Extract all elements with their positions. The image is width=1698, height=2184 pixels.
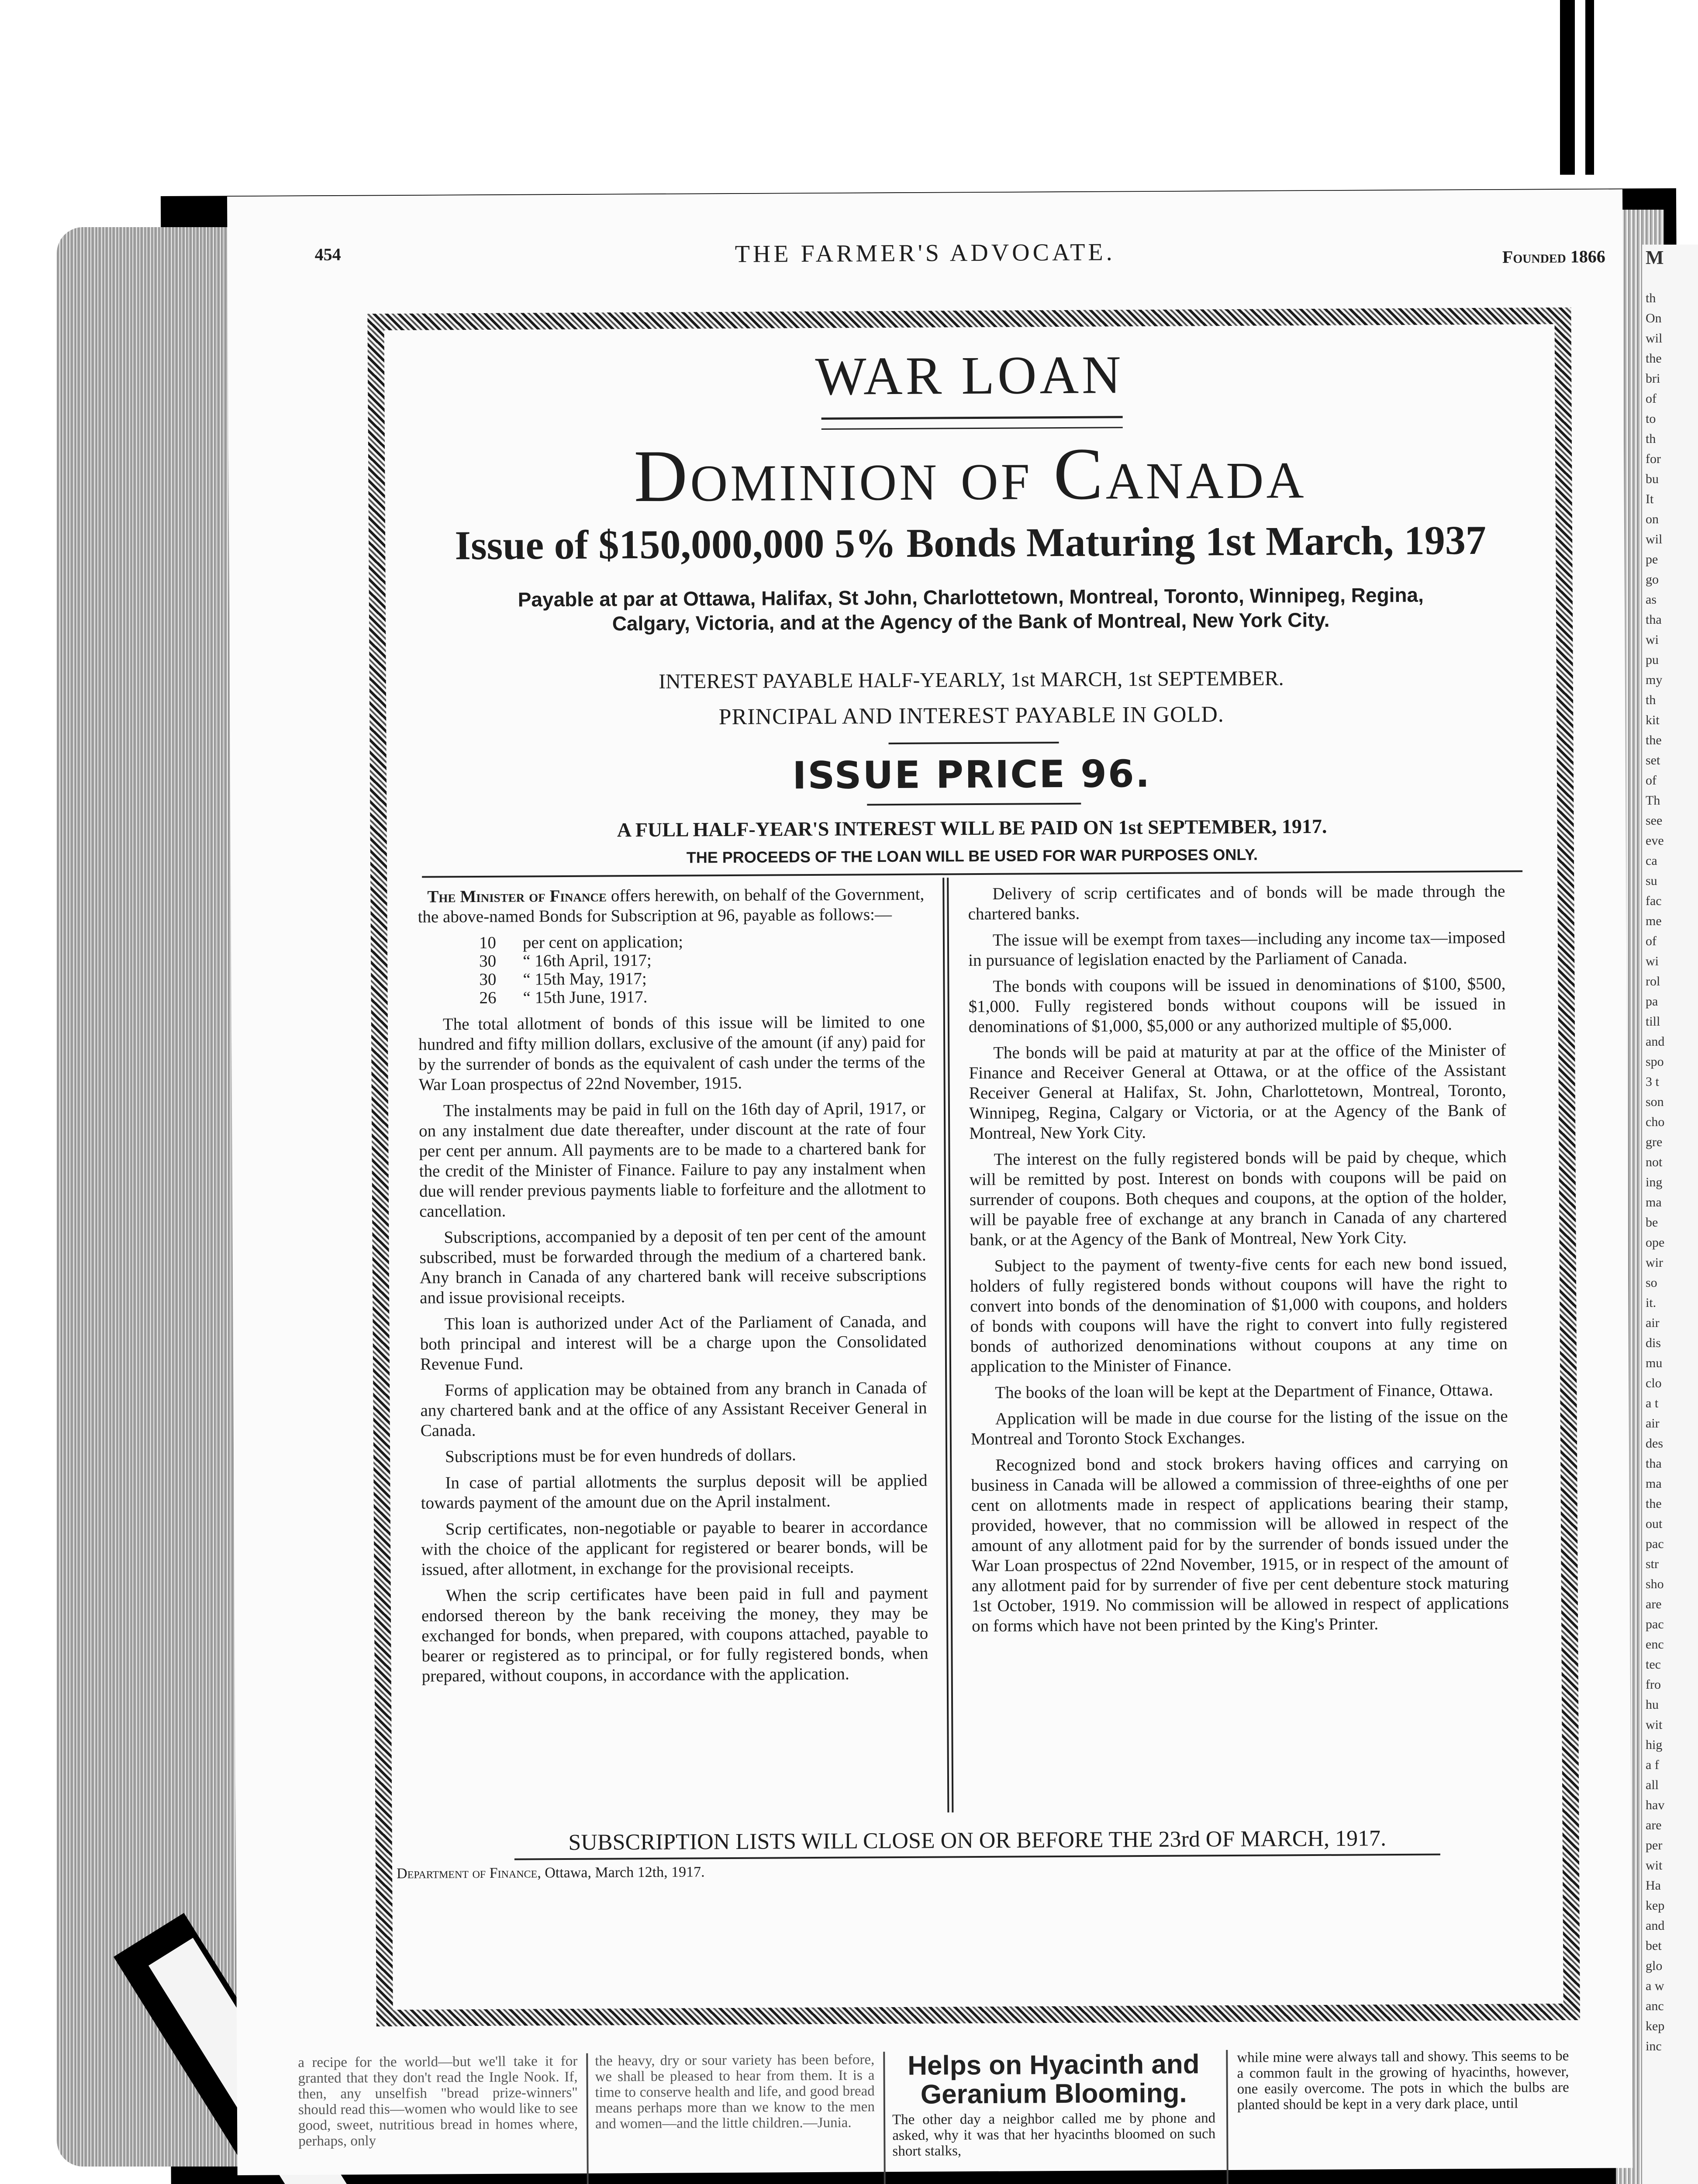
body-paragraph: The issue will be exempt from taxes—including any income tax—imposed in pursuance of legislation enacted by the Parliament of Canada.	[968, 928, 1506, 970]
running-head	[228, 237, 1623, 280]
next-page-fragment: bu	[1646, 472, 1659, 486]
binding-bar	[1585, 0, 1594, 175]
magazine-page	[227, 189, 1633, 2175]
next-page-fragment: not	[1646, 1155, 1663, 1169]
next-page-fragment: Ha	[1646, 1878, 1661, 1893]
body-paragraph: Recognized bond and stock brokers having offices and carrying on business in Canada will be allowed a commission of three-eighths of one per cent on allotments made in respect of applications bearing their stamp, provided, however, that no commission will be allowed in respect of the amount of any allotment paid for by the surrender of bonds issued under the War Loan prospectus of 22nd November, 1915, or in respect of the amount of any allotment paid for by surrender of five per cent debenture stock maturing 1st October, 1919. No commission will be allowed in respect of applications on forms which have not been printed by the King's Printer.	[971, 1453, 1509, 1636]
next-page-fragment: fac	[1646, 894, 1662, 908]
next-page-fragment: all	[1646, 1778, 1659, 1792]
body-paragraph: Delivery of scrip certificates and of bonds will be made through the chartered banks.	[968, 881, 1505, 924]
next-page-fragment: str	[1646, 1557, 1659, 1571]
schedule-row	[479, 949, 925, 970]
next-page-fragment: tec	[1646, 1657, 1661, 1672]
next-page-fragment: are	[1646, 1818, 1662, 1832]
next-page-fragment: to	[1646, 411, 1656, 426]
right-column	[968, 881, 1509, 1642]
bottom-column-4	[1237, 2048, 1569, 2113]
bottom-text: while mine were always tall and showy. This seems to be a common fault in the growing of hyacinths, however, one easily overcome. The pots in which the bulbs are planted should be kept in a very dark place, until	[1237, 2048, 1569, 2113]
next-page-fragment: kep	[1646, 2019, 1665, 2033]
column-rule	[586, 2053, 589, 2184]
next-page-fragment: and	[1646, 1034, 1665, 1049]
schedule-row	[479, 931, 925, 951]
schedule-amount: 30	[479, 970, 497, 989]
schedule-date: “ 15th May, 1917;	[523, 969, 647, 989]
next-page-fragment: cho	[1646, 1115, 1665, 1129]
next-page-fragment: wi	[1646, 632, 1659, 647]
next-page-fragment: of	[1646, 934, 1657, 948]
next-page-fragment: hig	[1646, 1738, 1663, 1752]
department-name: Department of Finance,	[397, 1865, 541, 1882]
divider-rule	[867, 803, 1081, 806]
next-page-fragment: pac	[1646, 1537, 1664, 1551]
next-page-fragment: rol	[1646, 974, 1660, 988]
next-page-fragment: air	[1646, 1316, 1660, 1330]
payment-schedule	[479, 931, 925, 1006]
next-page-fragment: tha	[1646, 1456, 1662, 1471]
body-paragraph: Application will be made in due course for the listing of the issue on the Montreal and Toronto Stock Exchanges.	[970, 1406, 1508, 1449]
next-page-fragment: of	[1646, 773, 1657, 788]
next-page-fragment: it.	[1646, 1296, 1657, 1310]
next-page-fragment: the	[1646, 1496, 1662, 1511]
schedule-amount: 26	[479, 988, 497, 1008]
next-page-fragment: eve	[1646, 833, 1664, 848]
body-paragraph: In case of partial allotments the surplus deposit will be applied towards payment of the amount due on the April instalment.	[421, 1471, 928, 1513]
schedule-date: per cent on application;	[522, 932, 683, 952]
body-paragraph: Subscriptions must be for even hundreds of dollars.	[445, 1445, 796, 1466]
column-divider	[942, 878, 953, 1812]
intro-lead: The Minister of Finance	[427, 886, 607, 906]
department-line	[397, 1864, 705, 1882]
next-page-fragment: set	[1646, 753, 1660, 767]
next-page-fragment: tha	[1646, 612, 1662, 627]
schedule-amount: 30	[479, 951, 497, 971]
next-page-fragment: a t	[1646, 1396, 1659, 1410]
next-page-fragment: my	[1646, 673, 1663, 687]
next-page-fragment: th	[1646, 432, 1656, 446]
war-loan-advertisement	[367, 308, 1580, 2026]
next-page-fragment: hu	[1646, 1697, 1659, 1712]
proceeds-note: THE PROCEEDS OF THE LOAN WILL BE USED FOR WAR PURPOSES ONLY.	[686, 845, 1258, 867]
next-page-fragment: th	[1646, 291, 1656, 305]
next-page-fragment: pu	[1646, 653, 1659, 667]
next-page-fragment: pe	[1646, 552, 1658, 567]
bottom-text: the heavy, dry or sour variety has been before, we shall be pleased to hear from them. It is a time to conserve health and life, and good bread means perhaps more than we know to the men and women—and the little children.—Junia.	[595, 2052, 875, 2132]
next-page-fragment: me	[1646, 914, 1662, 928]
article-title: Helps on Hyacinth and Geranium Blooming.	[908, 2049, 1200, 2110]
next-page-fragment: out	[1646, 1517, 1663, 1531]
next-page-fragment: are	[1646, 1597, 1662, 1611]
department-date: Ottawa, March 12th, 1917.	[541, 1864, 705, 1881]
next-page-fragment: pa	[1646, 994, 1658, 1009]
next-page-fragment: per	[1646, 1838, 1663, 1852]
journal-title: THE FARMER'S ADVOCATE.	[735, 238, 1115, 268]
next-page-fragment: bri	[1646, 371, 1660, 386]
closing-line: SUBSCRIPTION LISTS WILL CLOSE ON OR BEFORE THE 23rd OF MARCH, 1917.	[568, 1826, 1387, 1855]
next-page-fragment: clo	[1646, 1376, 1662, 1390]
body-paragraph: The instalments may be paid in full on the 16th day of April, 1917, or on any instalment due date thereafter, under discount at the rate of four per cent per annum. All payments are to be made to a chartered bank for the credit of the Minister of Finance. Failure to pay any instalment when due will render previous payments liable to forfeiture and the allotment to cancellation.	[419, 1099, 926, 1221]
next-page-fragment: a f	[1646, 1758, 1659, 1772]
bottom-text: a recipe for the world—but we'll take it for granted that they don't read the Ingle Nook. If, then, any unselfish "bread prize-winners" should read this—women who would like to see good, sweet, nutritious bread in homes where, perhaps, only	[298, 2053, 578, 2149]
next-page-fragment: ope	[1646, 1235, 1665, 1250]
next-page-fragment: son	[1646, 1095, 1664, 1109]
next-page-fragment: a w	[1646, 1979, 1664, 1993]
body-paragraph: Forms of application may be obtained from any branch in Canada of any chartered bank and at the office of any Assistant Receiver General in Canada.	[420, 1378, 927, 1440]
next-page-fragment: On	[1646, 311, 1662, 325]
next-page-fragment: Th	[1646, 793, 1660, 808]
next-page-fragment: M	[1646, 247, 1664, 268]
body-paragraph: The interest on the fully registered bonds will be paid by cheque, which will be remitted by post. Interest on bonds with coupons will be paid on surrender of coupons. Both cheques and coupons, at the option of the holder, will be payable free of exchange at any branch in Canada of any chartered bank, or at the Agency of the Bank of Montreal, New York City.	[969, 1147, 1507, 1250]
title-rule	[821, 416, 1123, 430]
next-page-fragment: ca	[1646, 854, 1657, 868]
next-page-fragment: It	[1646, 492, 1654, 506]
next-page-fragment: enc	[1646, 1637, 1664, 1652]
body-paragraph: The bonds will be paid at maturity at par at the office of the Minister of Finance and Receiver General at Ottawa, or at the office of the Assistant Receiver General at Halifax, St. John, Charlottetown, Montreal, Toronto, Winnipeg, Regina, Calgary or Victoria, or at the Agency of the Bank of Montreal, New York City.	[969, 1040, 1507, 1143]
next-page-fragment: kit	[1646, 713, 1660, 727]
next-page-fragment: of	[1646, 391, 1657, 406]
next-page-strip	[1642, 245, 1698, 2184]
ad-heading: Dominion of Canada	[633, 432, 1307, 518]
page-number: 454	[314, 244, 341, 264]
schedule-row	[479, 986, 925, 1006]
column-rule	[1226, 2050, 1229, 2184]
next-page-fragment: anc	[1646, 1999, 1664, 2013]
next-page-fragment: as	[1646, 592, 1657, 607]
bottom-column-3	[892, 2050, 1215, 2159]
next-page-fragment: bet	[1646, 1939, 1662, 1953]
next-page-fragment: so	[1646, 1275, 1657, 1290]
body-paragraph: The total allotment of bonds of this issue will be limited to one hundred and fifty million dollars, exclusive of the amount (if any) paid for by the surrender of bonds as the equivalent of cash under the terms of the War Loan prospectus of 22nd November, 1915.	[418, 1012, 925, 1094]
body-paragraph: Subscriptions, accompanied by a deposit of ten per cent of the amount subscribed, must be forwarded through the medium of a chartered bank. Any branch in Canada of any chartered bank will receive subscriptions and issue provisional receipts.	[419, 1225, 927, 1307]
half-year-interest-note: A FULL HALF-YEAR'S INTEREST WILL BE PAID ON 1st SEPTEMBER, 1917.	[617, 815, 1327, 841]
next-page-fragment: dis	[1646, 1336, 1661, 1350]
next-page-fragment: su	[1646, 874, 1657, 888]
issue-price: ISSUE PRICE 96.	[792, 752, 1151, 798]
bottom-column-1	[298, 2053, 578, 2149]
next-page-fragment: for	[1646, 452, 1661, 466]
next-page-fragment: des	[1646, 1436, 1663, 1451]
next-page-fragment: and	[1646, 1918, 1665, 1933]
schedule-amount: 10	[479, 933, 497, 953]
next-page-fragment: ma	[1646, 1476, 1662, 1491]
body-paragraph: The books of the loan will be kept at the Department of Finance, Ottawa.	[995, 1380, 1493, 1402]
intro-paragraph	[418, 885, 924, 927]
next-page-fragment: fro	[1646, 1677, 1661, 1692]
next-page-fragment: wir	[1646, 1255, 1663, 1270]
next-page-fragment: on	[1646, 512, 1659, 526]
next-page-fragment: gre	[1646, 1135, 1663, 1149]
next-page-fragment: wit	[1646, 1858, 1663, 1873]
next-page-fragment: wil	[1646, 532, 1663, 546]
next-page-fragment: the	[1646, 351, 1662, 366]
schedule-date: “ 15th June, 1917.	[523, 987, 648, 1007]
next-page-fragment: mu	[1646, 1356, 1663, 1370]
next-page-fragment: till	[1646, 1014, 1660, 1029]
next-page-fragment: 3 t	[1646, 1075, 1659, 1089]
next-page-fragment: spo	[1646, 1054, 1664, 1069]
body-paragraph: When the scrip certificates have been paid in full and payment endorsed thereon by the bank receiving the money, they may be exchanged for bonds, when prepared, with coupons attached, payable to bearer or registered as to principal, or for fully registered bonds, when prepared, without coupons, in accordance with the application.	[421, 1583, 928, 1686]
next-page-fragment: wit	[1646, 1717, 1663, 1732]
next-page-fragment: hav	[1646, 1798, 1665, 1812]
left-column	[418, 885, 928, 1693]
schedule-date: “ 16th April, 1917;	[523, 950, 652, 971]
next-page-fragment: glo	[1646, 1959, 1663, 1973]
bottom-column-2	[595, 2052, 875, 2132]
next-page-fragment: ing	[1646, 1175, 1663, 1189]
bottom-text: The other day a neighbor called me by phone and asked, why it was that her hyacinths bloomed on such short stalks,	[892, 2110, 1216, 2160]
next-page-fragment: sho	[1646, 1577, 1664, 1591]
next-page-fragment: air	[1646, 1416, 1660, 1431]
next-page-fragment: the	[1646, 733, 1662, 747]
founded-note: Founded 1866	[1502, 246, 1605, 267]
next-page-fragment: inc	[1646, 2039, 1662, 2053]
next-page-fragment: be	[1646, 1215, 1658, 1230]
next-page-fragment: kep	[1646, 1898, 1665, 1913]
next-page-fragment: wil	[1646, 331, 1663, 346]
next-page-fragment: wi	[1646, 954, 1659, 968]
payable-places: Payable at par at Ottawa, Halifax, St John, Charlottetown, Montreal, Toronto, Winnipeg, Regina, Calgary, Victoria, and at the Agency of the Bank of Montreal, New York City.	[518, 583, 1424, 635]
body-paragraph: Subject to the payment of twenty-five cents for each new bond issued, holders of fully registered bonds without coupons will have the right to convert into bonds of the denomination of $1,000 with coupons, and holders of bonds with coupons will have the right to convert into fully registered bonds of authorized denominations without coupons at any time on application to the Minister of Finance.	[970, 1254, 1508, 1376]
divider-rule	[422, 870, 1522, 878]
issue-line: Issue of $150,000,000 5% Bonds Maturing 1st March, 1937	[455, 517, 1487, 569]
intro-text: offers herewith, on behalf of the Government, the above-named Bonds for Subscription at 96, payable as follows:—	[418, 885, 925, 926]
body-paragraph: Scrip certificates, non-negotiable or payable to bearer in accordance with the choice of the applicant for registered or bearer bonds, will be issued, after allotment, in exchange for the provisional receipts.	[421, 1517, 928, 1579]
binding-bar	[1560, 0, 1575, 175]
schedule-row	[479, 968, 925, 988]
interest-line: INTEREST PAYABLE HALF-YEARLY, 1st MARCH, 1st SEPTEMBER.	[658, 667, 1284, 693]
body-paragraph: This loan is authorized under Act of the Parliament of Canada, and both principal and interest will be a charge upon the Consolidated Revenue Fund.	[420, 1312, 927, 1374]
next-page-fragment: ma	[1646, 1195, 1662, 1209]
next-page-fragment: pac	[1646, 1617, 1664, 1631]
next-page-fragment: see	[1646, 813, 1663, 828]
ad-title: WAR LOAN	[815, 345, 1124, 406]
gold-line: PRINCIPAL AND INTEREST PAYABLE IN GOLD.	[718, 702, 1224, 730]
column-rule	[883, 2052, 886, 2184]
page-edges-left	[57, 227, 240, 2167]
body-paragraph: The bonds with coupons will be issued in denominations of $100, $500, $1,000. Fully registered bonds without coupons will be issued in denominations of $1,000, $5,000 or any authorized multiple of $5,000.	[968, 974, 1506, 1037]
next-page-fragment: th	[1646, 693, 1656, 707]
next-page-fragment: go	[1646, 572, 1659, 587]
divider-rule	[889, 742, 1059, 744]
